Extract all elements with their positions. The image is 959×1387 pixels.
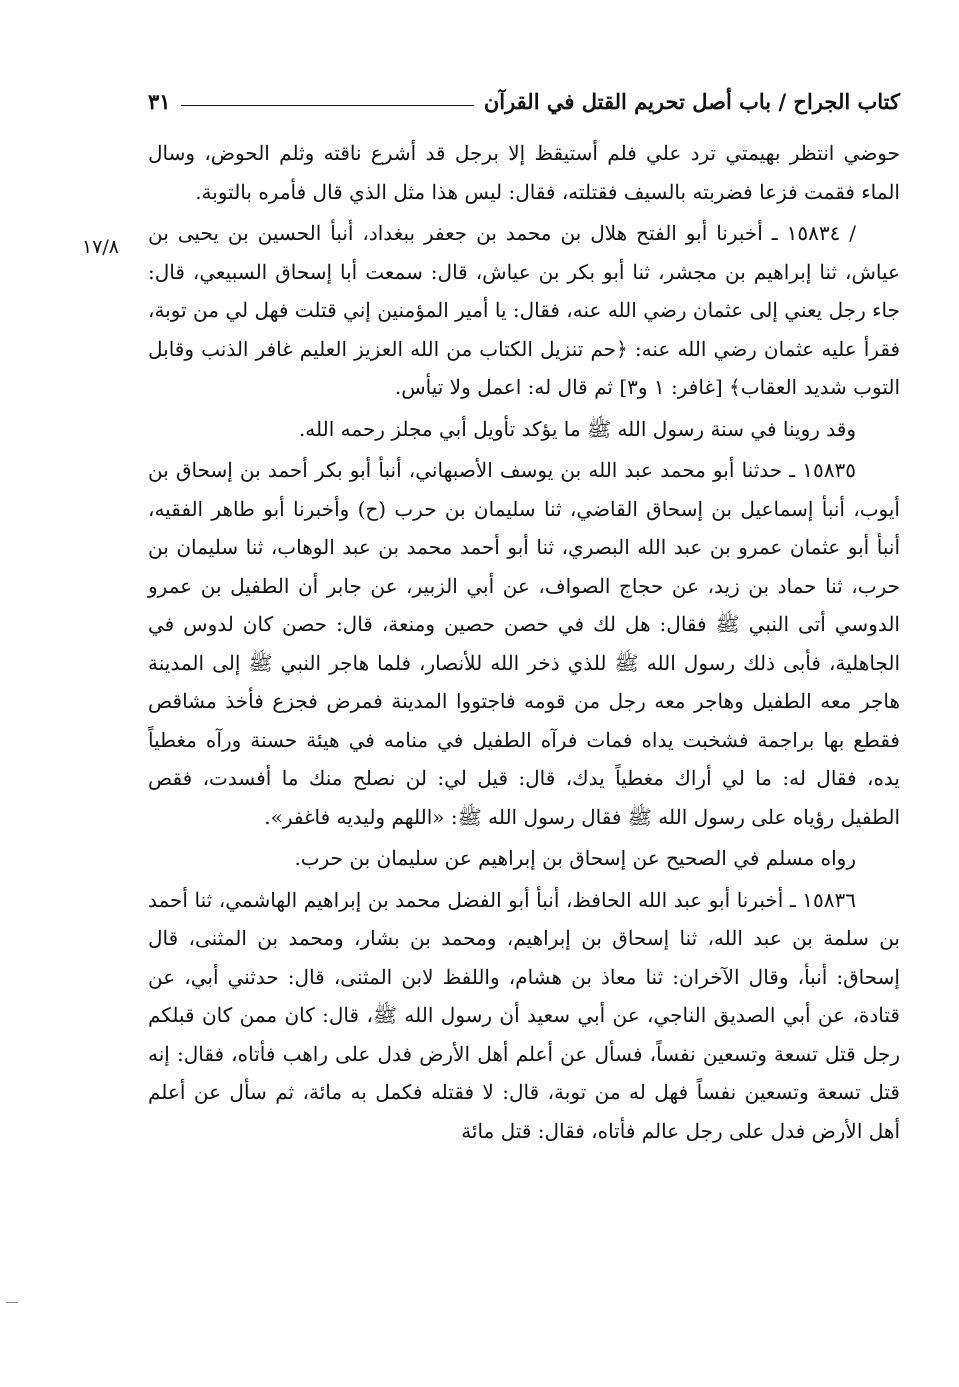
- paragraph-continuation: حوضي انتظر بهيمتي ترد علي فلم أستيقظ إلا برجل قد أشرع ناقته وثلم الحوض، وسال الماء فقمت فزعا فضربته بالسيف فقتلته، فقال: ليس هذا مثل الذي قال فأمره بالتوبة.: [148, 141, 900, 204]
- scan-edge-mark: [6, 1302, 18, 1303]
- margin-volume-page-reference: ١٧/٨: [82, 236, 120, 258]
- chapter-title: كتاب الجراح / باب أصل تحريم القتل في القرآن: [483, 88, 900, 114]
- running-header: [148, 84, 900, 118]
- body-text: [148, 134, 900, 1153]
- header-rule: [181, 105, 474, 106]
- paragraph-attribution: رواه مسلم في الصحيح عن إسحاق بن إبراهيم عن سليمان بن حرب.: [294, 846, 856, 870]
- paragraph-hadith-15834: / ١٥٨٣٤ ـ أخبرنا أبو الفتح هلال بن محمد بن جعفر ببغداد، أنبأ الحسين بن يحيى بن عياش، ثنا إبراهيم بن مجشر، ثنا أبو بكر بن عياش، قال: سمعت أبا إسحاق السبيعي، قال: جاء رجل يعني إلى عثمان رضي الله عنه، فقال: يا أمير المؤمنين إني قتلت فهل لي من توبة، فقرأ عليه عثمان رضي الله عنه: ﴿حم تنزيل الكتاب من الله العزيز العليم غافر الذنب وقابل التوب شديد العقاب﴾ [غافر: ١ و٣] ثم قال له: اعمل ولا تيأس.: [148, 221, 900, 399]
- paragraph-hadith-15835: ١٥٨٣٥ ـ حدثنا أبو محمد عبد الله بن يوسف الأصبهاني، أنبأ أبو بكر أحمد بن إسحاق بن أيوب، أنبأ إسماعيل بن إسحاق القاضي، ثنا سليمان بن حرب (ح) وأخبرنا أبو طاهر الفقيه، أنبأ أبو عثمان عمرو بن عبد الله البصري، ثنا أبو أحمد محمد بن عبد الوهاب، ثنا سليمان بن حرب، ثنا حماد بن زيد، عن حجاج الصواف، عن أبي الزبير، عن جابر أن الطفيل بن عمرو الدوسي أتى النبي ﷺ فقال: هل لك في حصن حصين ومنعة، قال: حصن كان لدوس في الجاهلية، فأبى ذلك رسول الله ﷺ للذي ذخر الله للأنصار، فلما هاجر النبي ﷺ إلى المدينة هاجر معه الطفيل وهاجر معه رجل من قومه فاجتووا المدينة فمرض فجزع فأخذ مشاقص فقطع بها براجمة فشخبت يداه فمات فرآه الطفيل في منامه في هيئة حسنة ورآه مغطياً يده، فقال له: ما لي أراك مغطياً يدك، قال: قيل لي: لن نصلح منك ما أفسدت، فقص الطفيل رؤياه على رسول الله ﷺ فقال رسول الله ﷺ: «اللهم وليديه فاغفر».: [148, 458, 900, 829]
- paragraph-commentary: وقد روينا في سنة رسول الله ﷺ ما يؤكد تأويل أبي مجلز رحمه الله.: [298, 416, 856, 441]
- paragraph-hadith-15836: ١٥٨٣٦ ـ أخبرنا أبو عبد الله الحافظ، أنبأ أبو الفضل محمد بن إبراهيم الهاشمي، ثنا أحمد بن سلمة بن عبد الله، ثنا إسحاق بن إبراهيم، ومحمد بن بشار، ومحمد بن المثنى، قال إسحاق: أنبأ، وقال الآخران: ثنا معاذ بن هشام، واللفظ لابن المثنى، قال: حدثني أبي، عن قتادة، عن أبي الصديق الناجي، عن أبي سعيد أن رسول الله ﷺ، قال: كان ممن كان قبلكم رجل قتل تسعة وتسعين نفساً، فسأل عن أعلم أهل الأرض فدل على راهب فأتاه، فقال: إنه قتل تسعة وتسعين نفساً فهل له من توبة، قال: لا فقتله فكمل به مائة، ثم سأل عن أعلم أهل الأرض فدل على رجل عالم فأتاه، فقال: قتل مائة: [148, 887, 900, 1143]
- page-number: ٣١: [148, 88, 171, 114]
